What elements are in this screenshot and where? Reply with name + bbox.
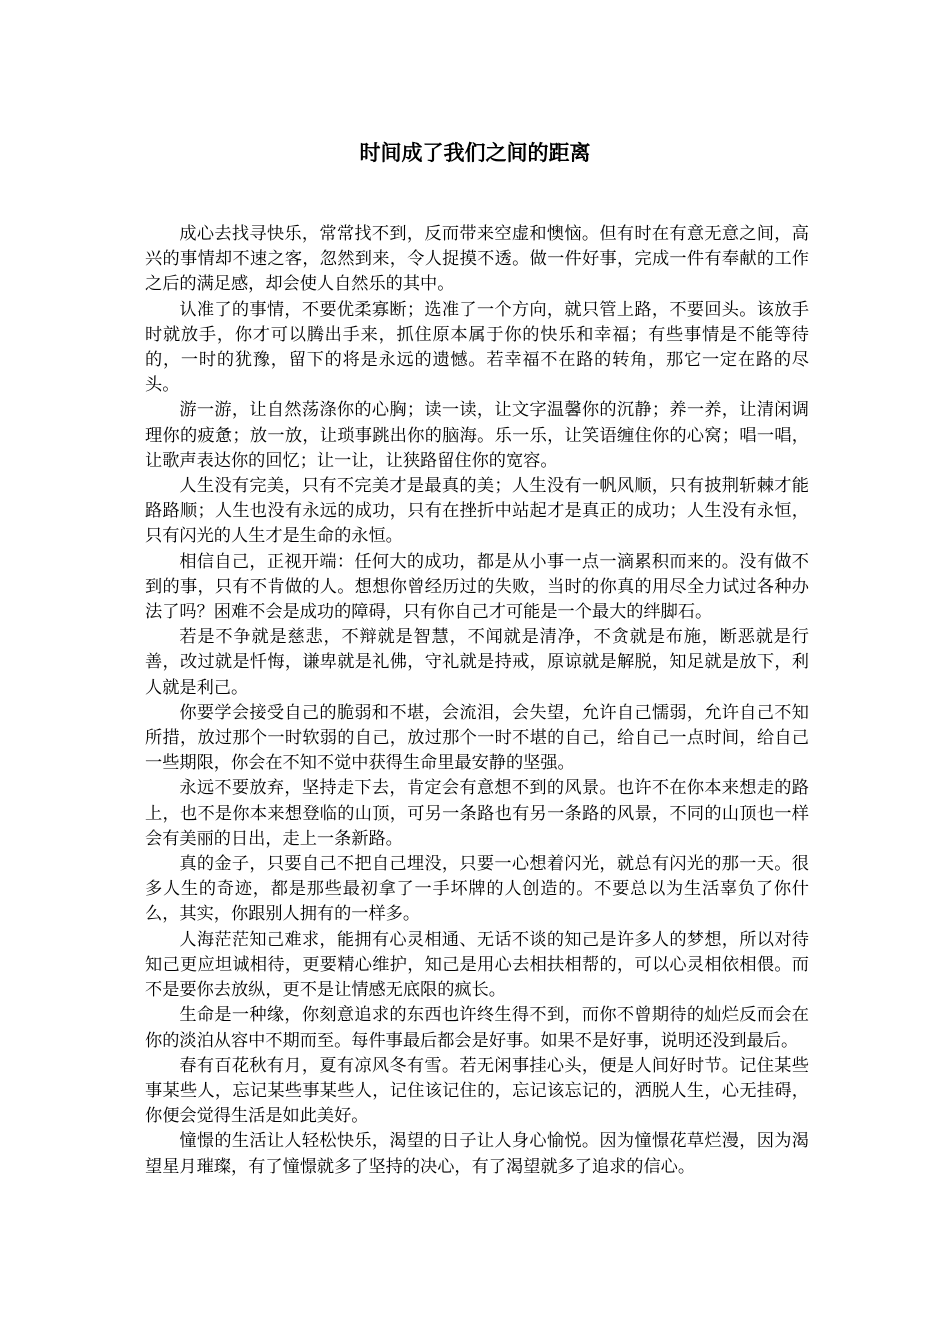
paragraph: 若是不争就是慈悲，不辩就是智慧，不闻就是清净，不贪就是布施，断恶就是行善，改过就是忏悔，谦卑就是礼佛，守礼就是持戒，原谅就是解脱，知足就是放下，利人就是利己。	[145, 627, 809, 698]
paragraph: 你要学会接受自己的脆弱和不堪，会流泪，会失望，允许自己懦弱，允许自己不知所措，放过那个一时软弱的自己，放过那个一时不堪的自己，给自己一点时间，给自己一些期限，你会在不知不觉中获得生命里最安静的坚强。	[145, 702, 809, 774]
paragraph: 人生没有完美，只有不完美才是最真的美；人生没有一帆风顺，只有披荆斩棘才能路路顺；人生也没有永远的成功，只有在挫折中站起才是真正的成功；人生没有永恒，只有闪光的人生才是生命的永恒。	[145, 476, 809, 547]
document-title: 时间成了我们之间的距离	[359, 141, 591, 165]
paragraph: 认准了的事情，不要优柔寡断；选准了一个方向，就只管上路，不要回头。该放手时就放手，你才可以腾出手来，抓住原本属于你的快乐和幸福；有些事情是不能等待的，一时的犹豫，留下的将是永远的遗憾。若幸福不在路的转角，那它一定在路的尽头。	[145, 299, 809, 396]
paragraph: 相信自己，正视开端：任何大的成功，都是从小事一点一滴累积而来的。没有做不到的事，只有不肯做的人。想想你曾经历过的失败，当时的你真的用尽全力试过各种办法了吗？困难不会是成功的障碍，只有你自己才可能是一个最大的绊脚石。	[145, 551, 809, 623]
paragraph: 游一游，让自然荡涤你的心胸；读一读，让文字温馨你的沉静；养一养，让清闲调理你的疲惫；放一放，让琐事跳出你的脑海。乐一乐，让笑语缠住你的心窝；唱一唱，让歌声表达你的回忆；让一让，让狭路留住你的宽容。	[145, 400, 809, 471]
paragraph: 生命是一种缘，你刻意追求的东西也许终生得不到，而你不曾期待的灿烂反而会在你的淡泊从容中不期而至。每件事最后都会是好事。如果不是好事，说明还没到最后。	[145, 1005, 809, 1051]
paragraph: 成心去找寻快乐，常常找不到，反而带来空虚和懊恼。但有时在有意无意之间，高兴的事情却不速之客，忽然到来，令人捉摸不透。做一件好事，完成一件有奉献的工作之后的满足感，却会使人自然乐的其中。	[145, 224, 809, 295]
paragraph: 真的金子，只要自己不把自己埋没，只要一心想着闪光，就总有闪光的那一天。很多人生的奇迹，都是那些最初拿了一手坏牌的人创造的。不要总以为生活辜负了你什么，其实，你跟别人拥有的一样多。	[145, 854, 809, 925]
paragraph: 人海茫茫知己难求，能拥有心灵相通、无话不谈的知己是许多人的梦想，所以对待知己更应坦诚相待，更要精心维护，知己是用心去相扶相帮的，可以心灵相依相偎。而不是要你去放纵，更不是让情感无底限的疯长。	[145, 929, 809, 1001]
paragraph: 春有百花秋有月，夏有凉风冬有雪。若无闲事挂心头，便是人间好时节。记住某些事某些人，忘记某些事某些人，记住该记住的，忘记该忘记的，洒脱人生，心无挂碍，你便会觉得生活是如此美好。	[145, 1055, 809, 1127]
paragraph: 憧憬的生活让人轻松快乐，渴望的日子让人身心愉悦。因为憧憬花草烂漫，因为渴望星月璀璨，有了憧憬就多了坚持的决心，有了渴望就多了追求的信心。	[145, 1131, 809, 1177]
paragraph: 永远不要放弃，坚持走下去，肯定会有意想不到的风景。也许不在你本来想走的路上，也不是你本来想登临的山顶，可另一条路也有另一条路的风景，不同的山顶也一样会有美丽的日出，走上一条新路。	[145, 778, 809, 849]
document-body	[145, 222, 809, 1180]
